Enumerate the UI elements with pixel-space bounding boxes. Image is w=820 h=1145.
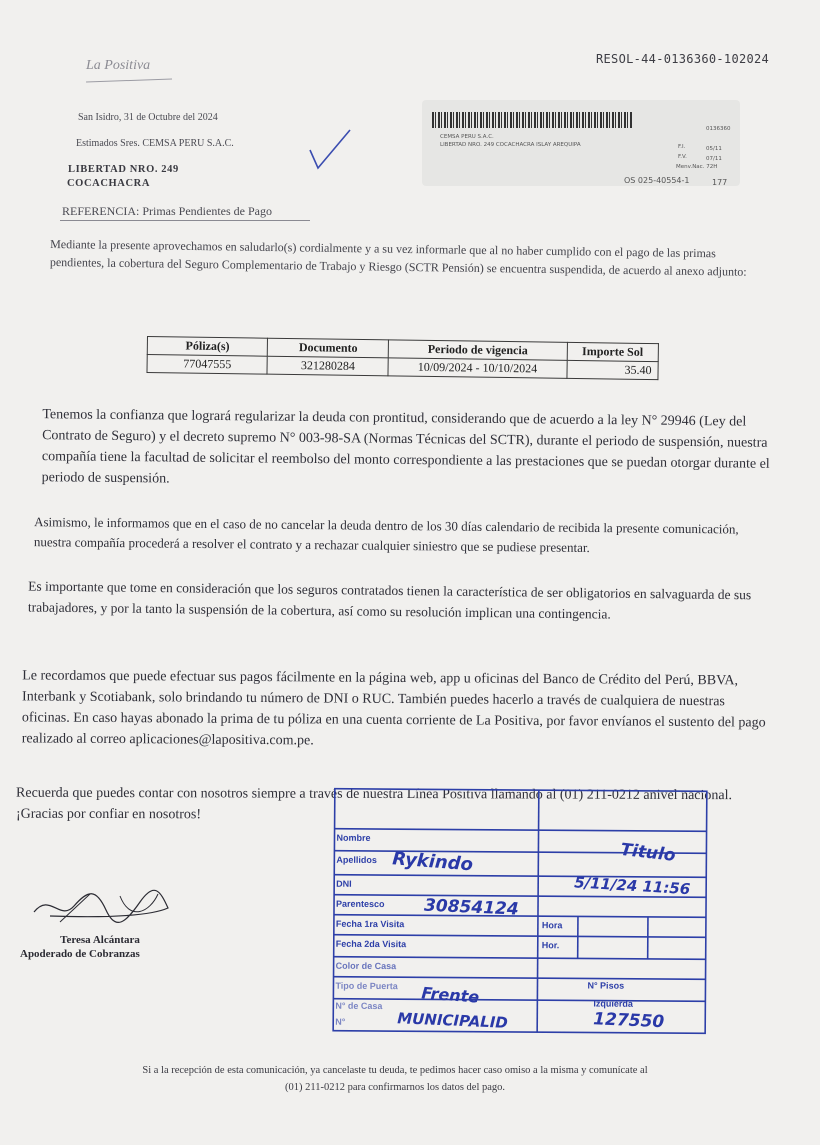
sticker-os-code: OS 025-40554-1 [624, 176, 690, 185]
sticker-address: LIBERTAD NRO. 249 COCACHACRA ISLAY AREQUIPA [440, 142, 581, 148]
policy-table [146, 336, 658, 380]
stamp-field: N° de Casa [335, 1000, 383, 1012]
handwritten-date: 5/11/24 11:56 [573, 873, 691, 899]
stamp-field: Apellidos [336, 854, 377, 865]
table-cell: 77047555 [147, 355, 268, 375]
signatory-name: Teresa Alcántara [60, 934, 140, 946]
logo-underline [86, 77, 172, 83]
sticker-code: 0136360 [706, 126, 731, 132]
table-header: Póliza(s) [147, 337, 268, 357]
paragraph-contact: Recuerda que puedes contar con nosotros siempre a través de nuestra Línea Positiva llamando al (01) 211-0212 anivel nacional. ¡Gracias por confiar en nosotros! [15, 785, 733, 823]
paragraph-payments: Le recordamos que puede efectuar sus pagos fácilmente en la página web, app u oficinas del Banco de Crédito del Perú, BBVA, Interbank y Scotiabank, solo brindando tu número de DNI o RUC. También puedes hacerlo a través de cualquiera de nuestras oficinas. En caso hayas abonado la prima de tu póliza en una cuenta corriente de La Positiva, por favor envíanos el sustento del pago realizado al correo aplicaciones@lapositiva.com.pe. [21, 668, 766, 749]
sticker-fi-value: 05/11 [706, 146, 722, 152]
mailing-sticker [422, 100, 740, 186]
handwritten-number: 127550 [592, 1009, 665, 1033]
paragraph-confidence: Tenemos la confianza que logrará regularizar la deuda con prontitud, considerando que de acuerdo a la ley N° 29946 (Ley del Contrato de Seguro) y el decreto supremo N° 003-98-SA (Normas Técnicas del SCTR), durante el periodo de suspensión, nuestra compañía tiene la facultad de solicitar el reembolso del monto correspondiente a las prestaciones que se puedan otorgar durante el periodo de suspensión. [41, 407, 770, 487]
address-line-2: COCACHACRA [67, 178, 150, 189]
table-cell: 35.40 [566, 360, 658, 379]
handwritten-parentesco: 30854124 [423, 895, 520, 920]
stamp-field: Parentesco [336, 898, 385, 910]
resolution-code: RESOL-44-0136360-102024 [596, 52, 770, 66]
barcode-icon [432, 112, 632, 128]
sticker-recipient: CEMSA PERU S.A.C. [440, 134, 494, 140]
footer-line-2: (01) 211-0212 para confirmarnos los datos del pago. [284, 1082, 506, 1093]
table-cell: 321280284 [267, 356, 388, 376]
sticker-fv-label: F.V. [678, 154, 687, 160]
reference-divider [60, 220, 310, 221]
stamp-field-right: Hor. [541, 940, 560, 951]
delivery-stamp [331, 785, 711, 1038]
reference-line: REFERENCIA: Primas Pendientes de Pago [62, 204, 272, 218]
address-line-1: LIBERTAD NRO. 249 [68, 164, 179, 175]
table-cell: 10/09/2024 - 10/10/2024 [388, 358, 566, 378]
handwritten-name: Titulo [619, 839, 677, 866]
sticker-service: Menv.Nac. 72H [676, 164, 718, 170]
stamp-field-right: Hora [541, 920, 563, 931]
stamp-grid [331, 785, 711, 1038]
table-header: Importe Sol [567, 342, 659, 361]
stamp-field-right: Izquierda [593, 998, 633, 1009]
table-header: Documento [268, 338, 389, 358]
paragraph-cancellation: Asimismo, le informamos que en el caso de no cancelar la deuda dentro de los 30 días calendario de recibida la presente comunicación, nuestra compañía procederá a resolver el contrato y a rechazar cualquier siniestro que se pudiese presentar. [33, 514, 739, 555]
handwritten-municipal: MUNICIPALID [396, 1009, 509, 1032]
handwritten-surname: Rykindo [391, 848, 474, 876]
table-header: Periodo de vigencia [389, 340, 567, 360]
footer-line-1: Si a la recepción de esta comunicación, ya cancelaste tu deuda, te pedimos hacer caso omiso a la misma y comunícate al [142, 1065, 648, 1076]
sticker-os-seq: 177 [712, 178, 728, 187]
signature-image [30, 882, 180, 932]
stamp-field: Nombre [336, 832, 371, 843]
date-line: San Isidro, 31 de Octubre del 2024 [78, 112, 218, 123]
stamp-field: Fecha 1ra Visita [335, 918, 405, 930]
signatory-role: Apoderado de Cobranzas [20, 948, 140, 960]
stamp-field: Color de Casa [335, 960, 397, 972]
sticker-fi-label: F.I. [678, 144, 686, 150]
stamp-field: Tipo de Puerta [335, 980, 398, 992]
handwritten-puerta: Frente [420, 983, 480, 1007]
stamp-field: Fecha 2da Visita [335, 938, 407, 950]
footer-note [70, 1062, 720, 1096]
stamp-field: N° [335, 1016, 346, 1027]
stamp-field-right: N° Pisos [587, 980, 625, 991]
salutation: Estimados Sres. CEMSA PERU S.A.C. [76, 138, 234, 149]
checkmark-icon [306, 126, 354, 172]
paragraph-intro: Mediante la presente aprovechamos en saludarlo(s) cordialmente y a su vez informarle que al no haber cumplido con el pago de las primas pendientes, la cobertura del Seguro Complementario de Trabajo y Riesgo (SCTR Pensión) se encuentra suspendida, de acuerdo al anexo adjunto: [49, 236, 747, 279]
paragraph-importance: Es importante que tome en consideración que los seguros contratados tienen la característica de ser obligatorios en salvaguarda de sus trabajadores, y por la tanto la suspensión de la cobertura, así como su resolución implican una contingencia. [27, 578, 752, 622]
stamp-field: DNI [336, 878, 352, 889]
company-logo: La Positiva [86, 58, 151, 73]
sticker-fv-value: 07/11 [706, 156, 722, 162]
